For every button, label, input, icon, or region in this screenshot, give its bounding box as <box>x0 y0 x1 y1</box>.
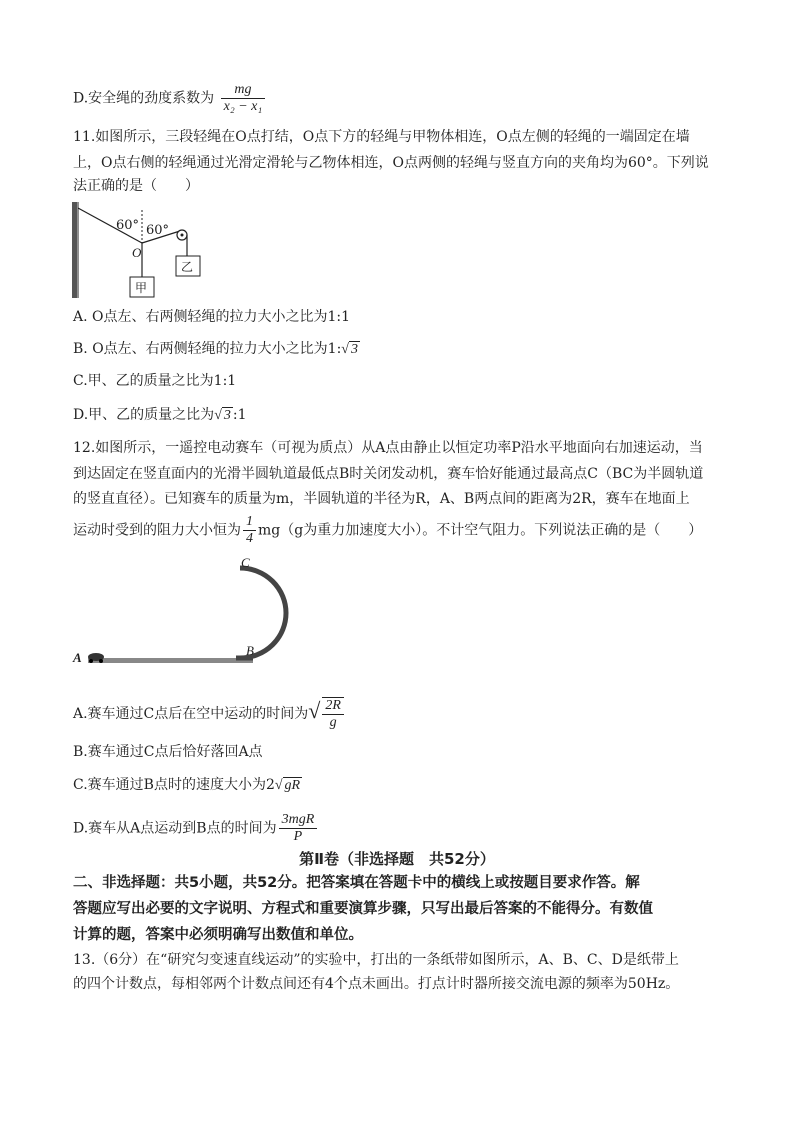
q11-option-c: C.甲、乙的质量之比为1:1 <box>73 373 237 389</box>
radicand: 3 <box>350 342 358 357</box>
q12-stem-line4-suffix: mg（g为重力加速度大小）。不计空气阻力。下列说法正确的是（ ） <box>258 522 703 539</box>
fraction-denominator: g <box>329 715 337 730</box>
q12-label-b: B <box>246 643 254 658</box>
q12-stem-line4 <box>73 514 702 547</box>
q12-option-c-sqrt: √ gR <box>274 778 301 793</box>
q11-stem-line2: 上，O点右侧的轻绳通过光滑定滑轮与乙物体相连，O点两侧的轻绳与竖直方向的夹角均为60°。下列说 <box>73 155 709 171</box>
fraction-denominator: P <box>293 829 303 844</box>
q11-angle-left: 60° <box>116 218 140 233</box>
fraction-numerator: 2R <box>322 698 344 715</box>
q13-stem-line1: 13.（6分）在“研究匀变速直线运动”的实验中，打出的一条纸带如图所示，A、B、C、D是纸带上 <box>73 952 679 968</box>
q10-option-d-text: D.安全绳的劲度系数为 <box>73 90 215 107</box>
radicand: 3 <box>223 408 231 423</box>
q10-option-d-fraction <box>221 82 266 115</box>
fraction-numerator: mg <box>221 82 266 99</box>
q11-option-b-text: B. O点左、右两侧轻绳的拉力大小之比为1: <box>73 341 342 357</box>
q11-option-b <box>73 339 360 360</box>
q12-stem-line3: 的竖直直径）。已知赛车的质量为m，半圆轨道的半径为R，A、B两点间的距离为2R，赛车在地面上 <box>73 491 690 507</box>
part2-title: 第Ⅱ卷（非选择题 共52分） <box>299 850 495 868</box>
part2-instruction-line1: 二、非选择题：共5小题，共52分。把答案填在答题卡中的横线上或按题目要求作答。解 <box>73 875 640 891</box>
q11-figure <box>70 200 210 300</box>
q11-angle-right: 60° <box>146 223 170 238</box>
q12-option-c <box>73 775 302 796</box>
part2-instruction-line2: 答题应写出必要的文字说明、方程式和重要演算步骤，只写出最后答案的不能得分。有数值 <box>73 901 653 917</box>
q11-option-d <box>73 405 247 426</box>
q11-stem-line1: 11.如图所示，三段轻绳在O点打结，O点下方的轻绳与甲物体相连，O点左侧的轻绳的一端固定在墙 <box>73 129 690 145</box>
q10-option-d <box>73 82 267 115</box>
q12-option-c-text: C.赛车通过B点时的速度大小为2 <box>73 777 275 793</box>
q11-option-d-sqrt: √ 3 <box>214 408 231 423</box>
q12-figure <box>70 555 310 670</box>
q12-option-d-text: D.赛车从A点运动到B点的时间为 <box>73 820 277 837</box>
q12-option-d-fraction <box>279 812 318 845</box>
q12-option-a <box>73 697 346 731</box>
fraction-numerator: 3mgR <box>279 812 318 829</box>
q12-label-c: C <box>241 555 250 570</box>
q11-box-yi: 乙 <box>181 260 194 274</box>
fraction-denominator: x₂ − x₁ <box>223 99 263 114</box>
q11-option-d-text: D.甲、乙的质量之比为 <box>73 407 215 423</box>
part2-instruction-line3: 计算的题，答案中必须明确写出数值和单位。 <box>73 927 363 943</box>
q11-option-b-sqrt: √ 3 <box>341 342 358 357</box>
q12-option-a-text: A.赛车通过C点后在空中运动的时间为 <box>73 706 309 722</box>
q12-quarter-fraction <box>243 514 256 547</box>
q12-option-a-fraction <box>322 697 344 731</box>
q12-option-a-sqrt: √ <box>308 698 321 723</box>
radicand: gR <box>284 778 301 793</box>
q12-stem-line1: 12.如图所示，一遥控电动赛车（可视为质点）从A点由静止以恒定功率P沿水平地面向右加速运动，当 <box>73 440 703 456</box>
q11-box-jia: 甲 <box>135 281 148 295</box>
q13-stem-line2: 的四个计数点，每相邻两个计数点间还有4个点未画出。打点计时器所接交流电源的频率为50Hz。 <box>73 976 680 992</box>
q12-option-d <box>73 812 319 845</box>
q11-option-a: A. O点左、右两侧轻绳的拉力大小之比为1:1 <box>73 309 351 325</box>
q11-option-d-suffix: :1 <box>232 407 247 423</box>
q11-point-o: O <box>132 245 142 260</box>
q11-stem-line3: 法正确的是（ ） <box>73 178 199 194</box>
q12-stem-line4-text: 运动时受到的阻力大小恒为 <box>73 522 241 539</box>
q12-label-a: A <box>73 650 82 665</box>
fraction-denominator: 4 <box>246 531 253 546</box>
fraction-numerator: 1 <box>243 514 256 531</box>
q12-option-b: B.赛车通过C点后恰好落回A点 <box>73 744 263 760</box>
q12-stem-line2: 到达固定在竖直面内的光滑半圆轨道最低点B时关闭发动机，赛车恰好能通过最高点C（BC为半圆轨道 <box>73 466 704 482</box>
